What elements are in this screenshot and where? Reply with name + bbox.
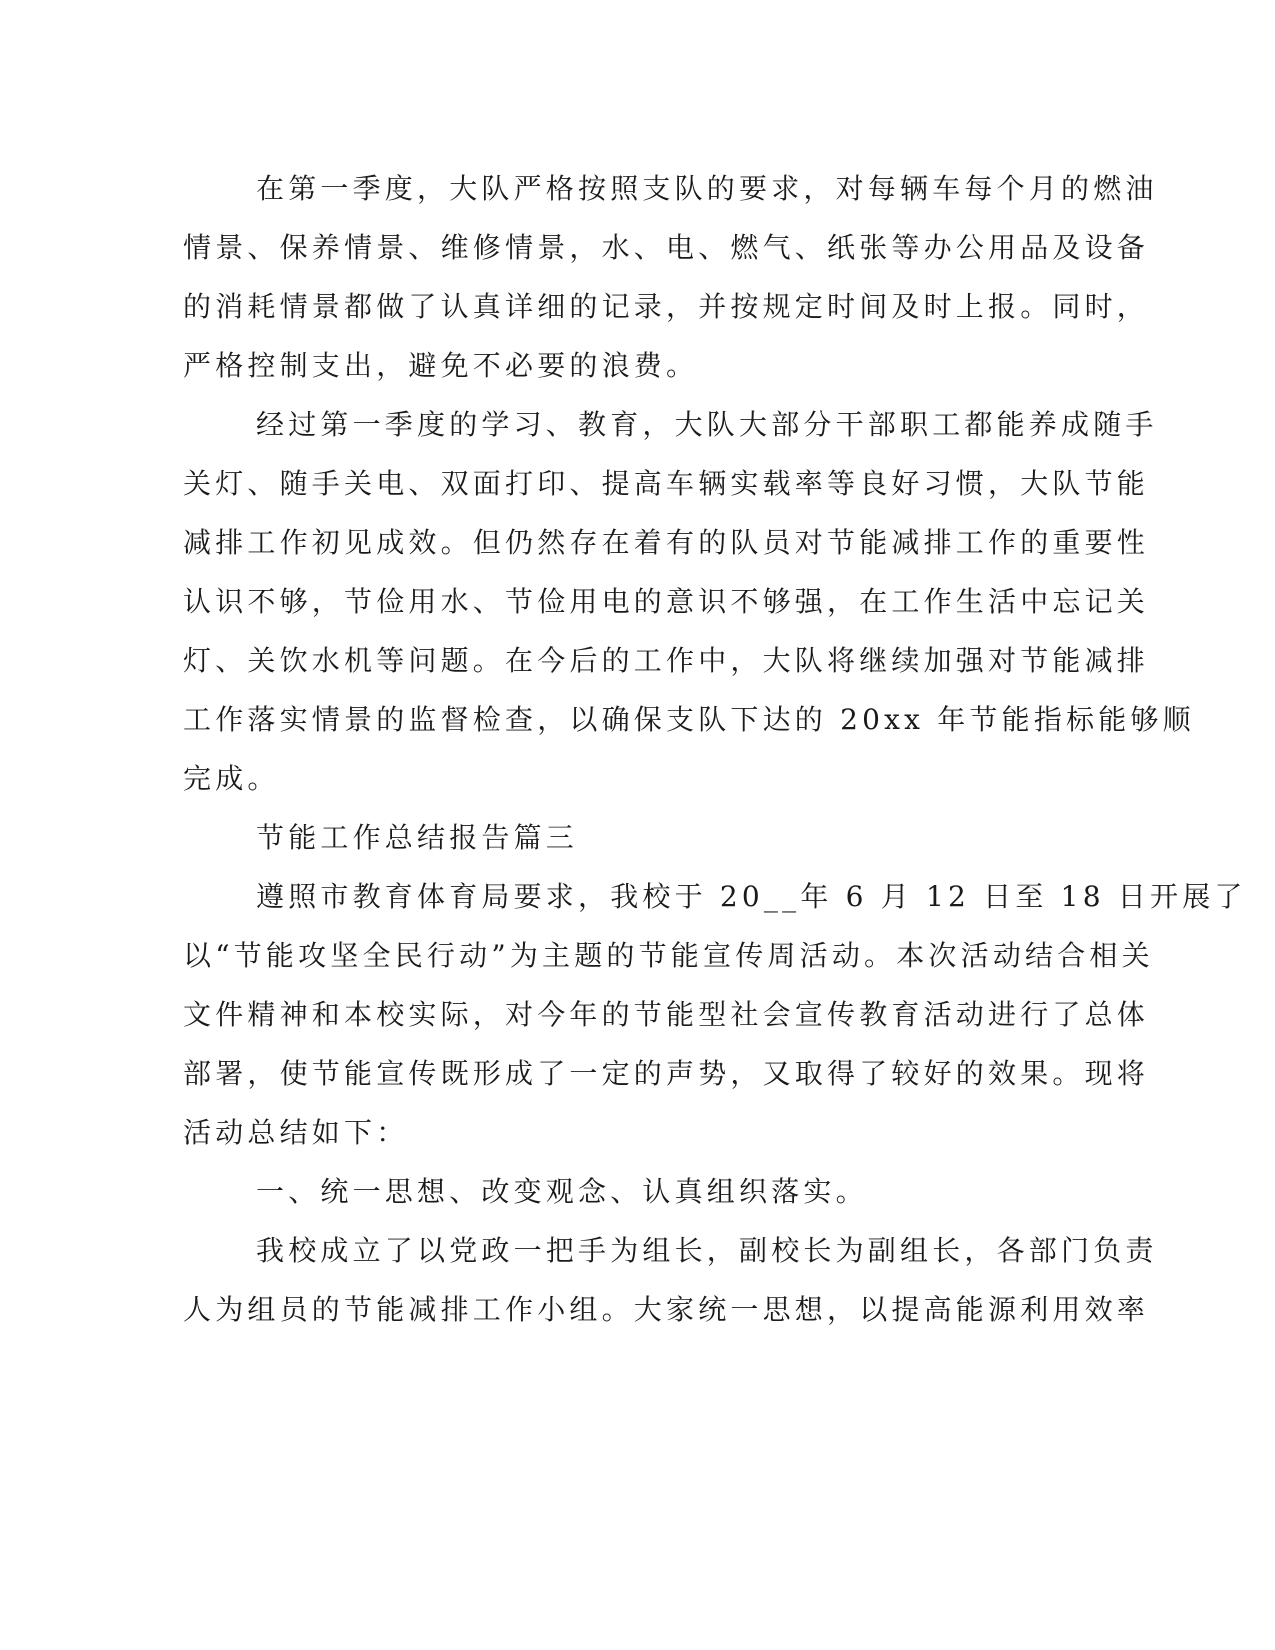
paragraph-line: 的消耗情景都做了认真详细的记录，并按规定时间及时上报。同时， (183, 290, 1150, 323)
paragraph-line: 灯、关饮水机等问题。在今后的工作中，大队将继续加强对节能减排 (183, 644, 1150, 677)
paragraph-line: 关灯、随手关电、双面打印、提高车辆实载率等良好习惯，大队节能 (183, 467, 1150, 500)
paragraph-line: 认识不够，节俭用水、节俭用电的意识不够强，在工作生活中忘记关 (183, 585, 1150, 618)
paragraph-line: 减排工作初见成效。但仍然存在着有的队员对节能减排工作的重要性 (183, 526, 1150, 559)
paragraph-line: 文件精神和本校实际，对今年的节能型社会宣传教育活动进行了总体 (183, 998, 1150, 1031)
paragraph-line: 经过第一季度的学习、教育，大队大部分干部职工都能养成随手 (256, 408, 1158, 441)
paragraph-line: 活动总结如下： (183, 1116, 409, 1149)
paragraph-line: 我校成立了以党政一把手为组长，副校长为副组长，各部门负责 (256, 1234, 1158, 1267)
paragraph-line: 在第一季度，大队严格按照支队的要求，对每辆车每个月的燃油 (256, 172, 1158, 205)
paragraph-line: 人为组员的节能减排工作小组。大家统一思想，以提高能源利用效率 (183, 1293, 1150, 1326)
paragraph-line: 以“节能攻坚全民行动”为主题的节能宣传周活动。本次活动结合相关 (183, 939, 1154, 972)
section-heading: 节能工作总结报告篇三 (256, 821, 579, 854)
paragraph-line: 情景、保养情景、维修情景，水、电、燃气、纸张等办公用品及设备 (183, 231, 1150, 264)
paragraph-line: 严格控制支出，避免不必要的浪费。 (183, 349, 699, 382)
paragraph-line: 完成。 (183, 762, 280, 795)
numbered-subheading: 一、统一思想、改变观念、认真组织落实。 (256, 1175, 868, 1208)
paragraph-line: 部署，使节能宣传既形成了一定的声势，又取得了较好的效果。现将 (183, 1057, 1150, 1090)
paragraph-line: 工作落实情景的监督检查，以确保支队下达的 20xx 年节能指标能够顺 (183, 703, 1195, 736)
paragraph-line: 遵照市教育体育局要求，我校于 20__年 6 月 12 日至 18 日开展了 (256, 880, 1247, 913)
